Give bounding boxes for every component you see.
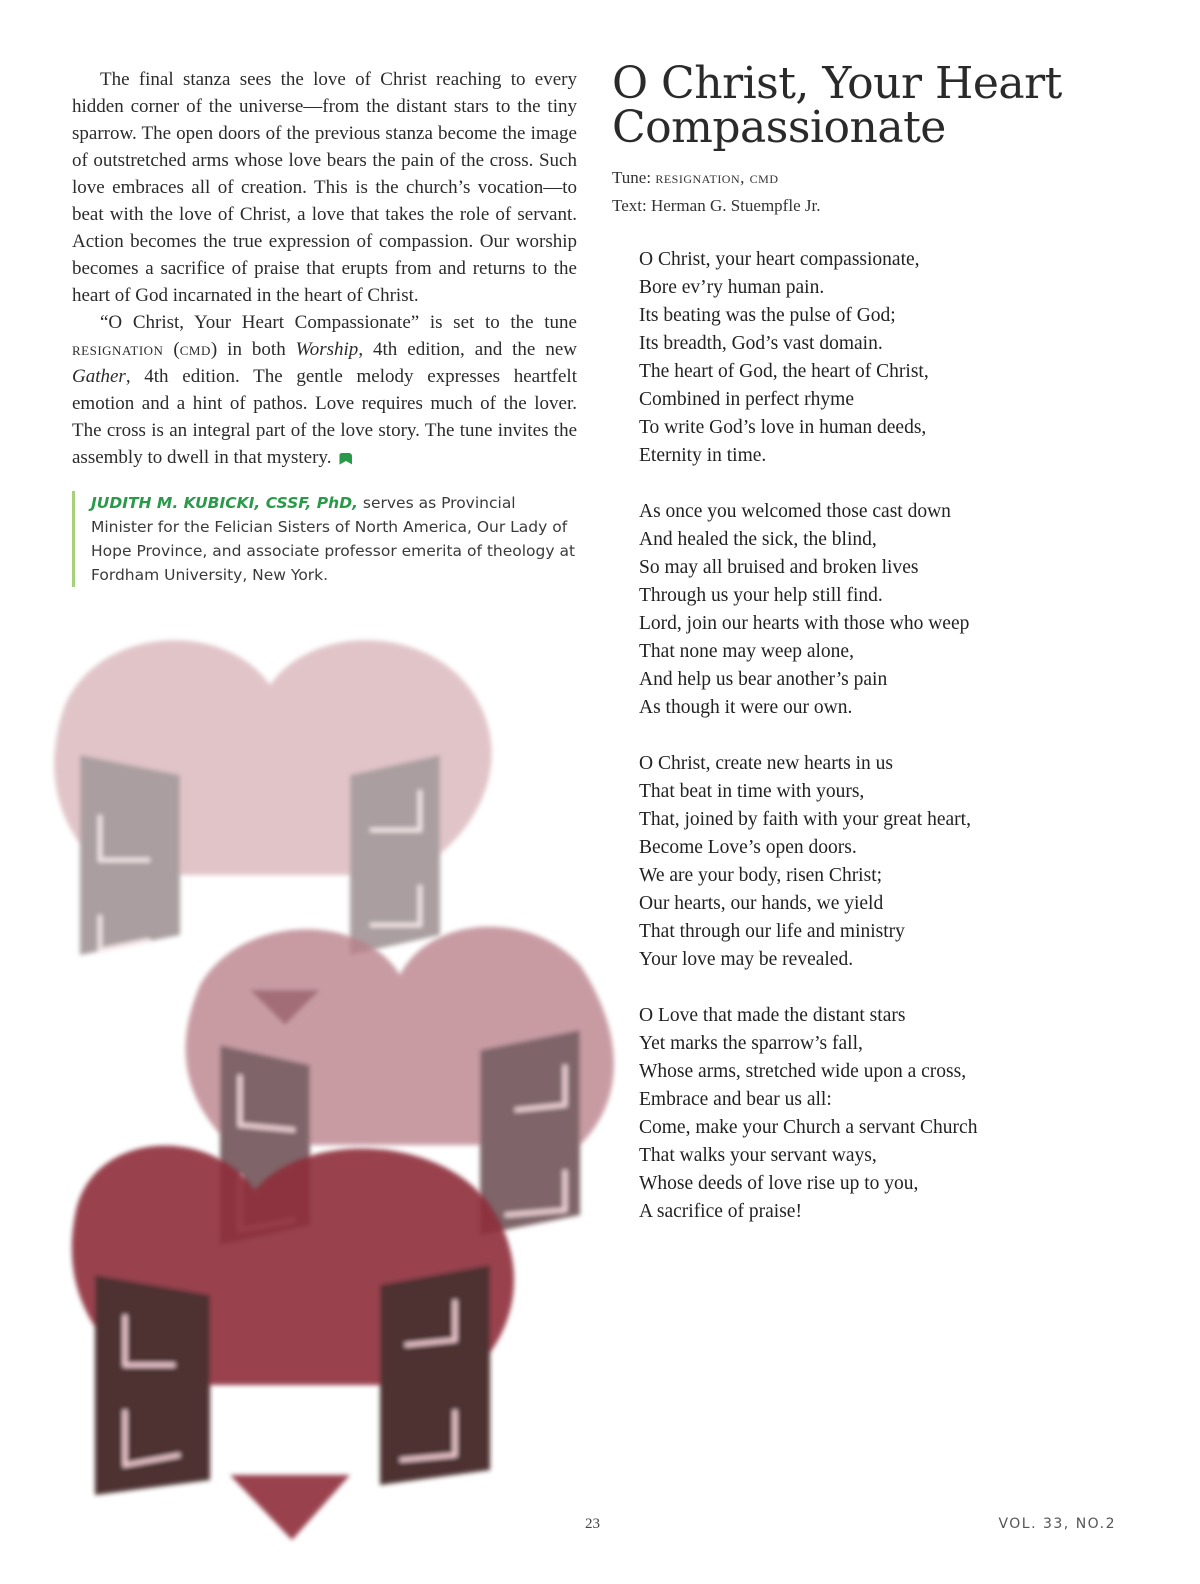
hymn-line: As though it were our own. — [639, 697, 853, 718]
hymn-line: We are your body, risen Christ; — [639, 865, 883, 886]
hymn-line: And healed the sick, the blind, — [639, 529, 877, 550]
hymn-line: Become Love’s open doors. — [639, 837, 857, 858]
hymn-line: Your love may be revealed. — [639, 949, 854, 970]
hymn-line: Its beating was the pulse of God; — [639, 305, 896, 326]
essay-text — [72, 66, 577, 471]
hymn-line: Lord, join our hearts with those who weep — [639, 613, 970, 634]
hymn-line: As once you welcomed those cast down — [639, 501, 951, 522]
hymn-line: That walks your servant ways, — [639, 1145, 877, 1166]
hymn-line: O Christ, your heart compassionate, — [639, 249, 920, 270]
hymn-line: Whose arms, stretched wide upon a cross, — [639, 1061, 967, 1082]
hymn-line: That none may weep alone, — [639, 641, 854, 662]
hymn-line: So may all bruised and broken lives — [639, 557, 919, 578]
tune-line: Tune: resignation, cmd — [612, 168, 779, 187]
hymn-line: Come, make your Church a servant Church — [639, 1117, 978, 1138]
meter-name: cmd — [179, 339, 211, 360]
hymn-line: And help us bear another’s pain — [639, 669, 888, 690]
hymn-line: Eternity in time. — [639, 445, 767, 466]
text-author: Herman G. Stuempfle Jr. — [650, 196, 821, 215]
author-name: JUDITH M. KUBICKI, CSSF, PhD, — [91, 494, 358, 512]
stanza-3 — [639, 750, 1152, 974]
hymn-line: A sacrifice of praise! — [639, 1201, 802, 1222]
hymn-title: O Christ, Your Heart Compassionate — [612, 58, 1062, 153]
hymn-line: O Love that made the distant stars — [639, 1005, 906, 1026]
hymn-line: That, joined by faith with your great heart, — [639, 809, 971, 830]
bio-text: serves as Provincial Minister for the Felician Sisters of North America, Our Lady of Hope Province, and associate professor emerita of theology at Fordham University, New York. — [91, 494, 576, 584]
text-line: Text: Herman G. Stuempfle Jr. — [612, 196, 821, 215]
hearts-illustration — [40, 625, 620, 1555]
page-number: 23 — [585, 1516, 600, 1532]
book-title-gather: Gather — [72, 366, 126, 387]
hymn-line: O Christ, create new hearts in us — [639, 753, 893, 774]
hymn-line: The heart of God, the heart of Christ, — [639, 361, 929, 382]
hymn-stanzas — [612, 246, 1152, 1226]
essay-paragraph-1: The final stanza sees the love of Christ reaching to every hidden corner of the universe—from the distant stars to the tiny sparrow. The open doors of the previous stanza become the image of outstretched arms whose love bears the pain of the cross. Such love embraces all of creation. This is the church’s vocation—to beat with the love of Christ, a love that takes the role of servant. Action becomes the true expression of compassion. Our worship becomes a sacrifice of praise that erupts from and returns to the heart of God incarnated in the heart of Christ. — [72, 69, 577, 306]
heart-top — [54, 640, 491, 955]
hymn-column — [612, 58, 1152, 1254]
hymn-line: Embrace and bear us all: — [639, 1089, 832, 1110]
hymn-line: Bore ev’ry human pain. — [639, 277, 825, 298]
heart-bottom — [72, 1146, 514, 1540]
hymn-line: Whose deeds of love rise up to you, — [639, 1173, 919, 1194]
hymn-line: That beat in time with yours, — [639, 781, 865, 802]
hymn-meta — [612, 164, 1152, 220]
hymn-line: Combined in perfect rhyme — [639, 389, 854, 410]
stanza-1 — [639, 246, 1152, 470]
hymn-line: That through our life and ministry — [639, 921, 905, 942]
hymn-line: Through us your help still find. — [639, 585, 883, 606]
stanza-2 — [639, 498, 1152, 722]
end-mark-icon — [339, 453, 352, 465]
tune-value: resignation, cmd — [655, 168, 779, 187]
hymn-line: Its breadth, God’s vast domain. — [639, 333, 883, 354]
book-title-worship: Worship — [295, 339, 359, 360]
stanza-4 — [639, 1002, 1152, 1226]
tune-name: resignation — [72, 339, 164, 360]
volume-label: VOL. 33, NO.2 — [998, 1516, 1116, 1532]
left-column — [72, 66, 577, 587]
hymn-line: Our hearts, our hands, we yield — [639, 893, 884, 914]
essay-paragraph-2: “O Christ, Your Heart Compassionate” is set to the tune resignation (cmd) in both Worship, 4th edition, and the new Gather, 4th edition. The gentle melody expresses heartfelt emotion and a hint of pathos. Love requires much of the lover. The cross is an integral part of the love story. The tune invites the assembly to dwell in that mystery. — [72, 312, 577, 468]
hymn-line: Yet marks the sparrow’s fall, — [639, 1033, 863, 1054]
hymn-line: To write God’s love in human deeds, — [639, 417, 927, 438]
author-bio — [72, 491, 577, 587]
